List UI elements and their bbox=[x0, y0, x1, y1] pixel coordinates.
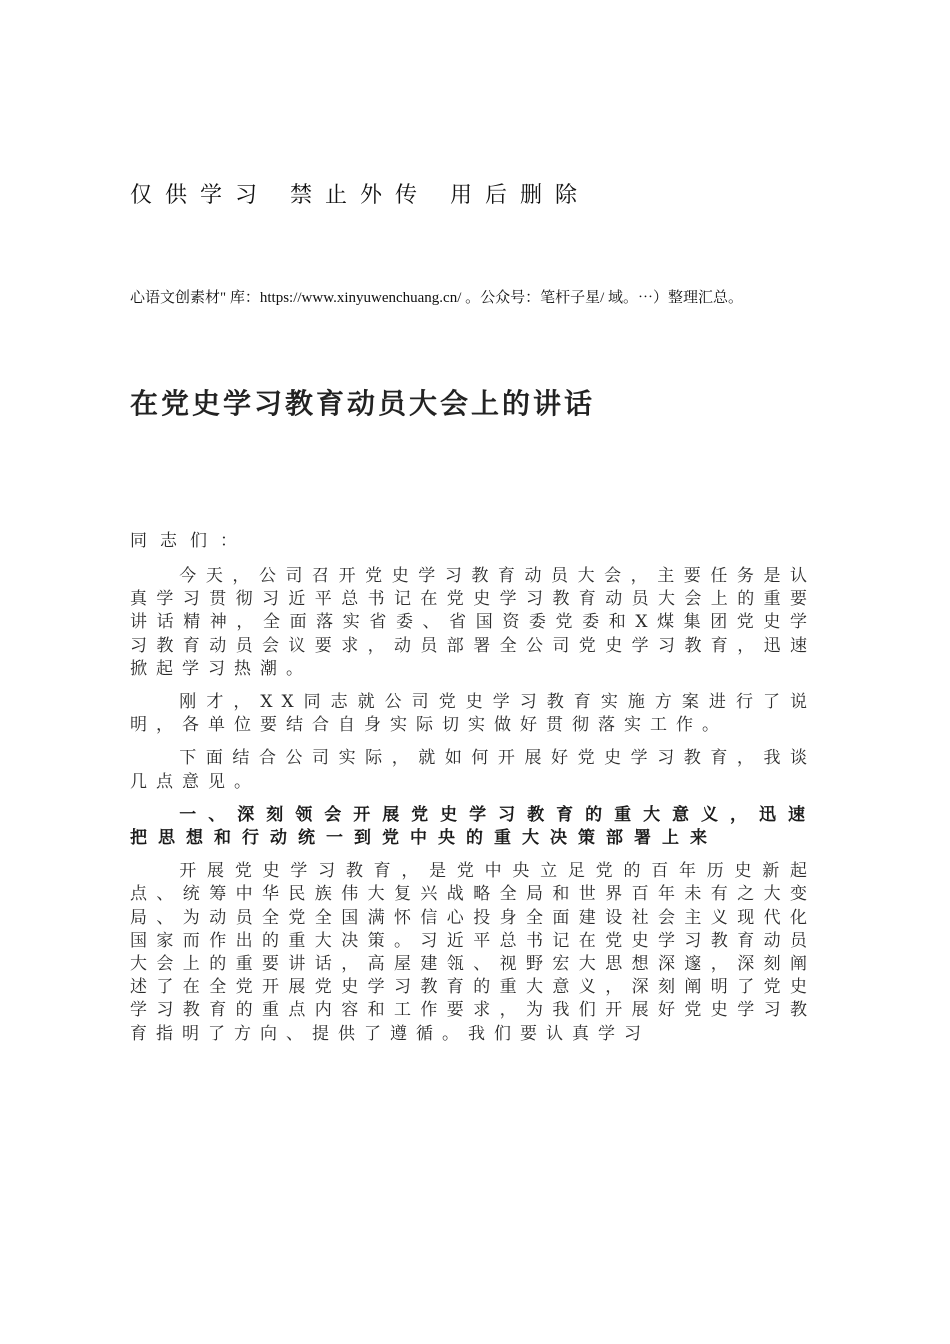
section-1-paragraph: 开展党史学习教育，是党中央立足党的百年历史新起点、统筹中华民族伟大复兴战略全局和世界百年未有之大变局、为动员全党全国满怀信心投身全面建设社会主义现代化国家而作出的重大决策。习近平总书记在党史学习教育动员大会上的重要讲话，高屋建瓴、视野宏大思想深邃，深刻阐述了在全党开展党史学习教育的重大意义，深刻阐明了党史学习教育的重点内容和工作要求，为我们开展好党史学习教育指明了方向、提供了遵循。我们要认真学习 bbox=[130, 861, 816, 1044]
document-title: 在党史学习教育动员大会上的讲话 bbox=[130, 387, 596, 420]
salutation: 同志们： bbox=[130, 531, 250, 551]
paragraph-intro: 下面结合公司实际，就如何开展好党史学习教育，我谈几点意见。 bbox=[130, 748, 816, 792]
paragraph-plan: 刚才，XX同志就公司党史学习教育实施方案进行了说明，各单位要结合自身实际切实做好贯彻落实工作。 bbox=[130, 692, 816, 736]
confidentiality-notice: 仅供学习 禁止外传 用后删除 bbox=[130, 183, 590, 208]
paragraph-opening: 今天，公司召开党史学习教育动员大会，主要任务是认真学习贯彻习近平总书记在党史学习教育动员大会上的重要讲话精神，全面落实省委、省国资委党委和X煤集团党史学习教育动员会议要求，动员部署全公司党史学习教育，迅速掀起学习热潮。 bbox=[130, 566, 816, 679]
section-heading-1: 一、深刻领会开展党史学习教育的重大意义，迅速把思想和行动统一到党中央的重大决策部署上来 bbox=[130, 804, 816, 849]
document-body bbox=[130, 530, 816, 1056]
source-line: 心语文创素材" 库：https://www.xinyuwenchuang.cn/ 。公众号：笔杆子星/ 域。⋯）整理汇总。 bbox=[130, 290, 744, 306]
